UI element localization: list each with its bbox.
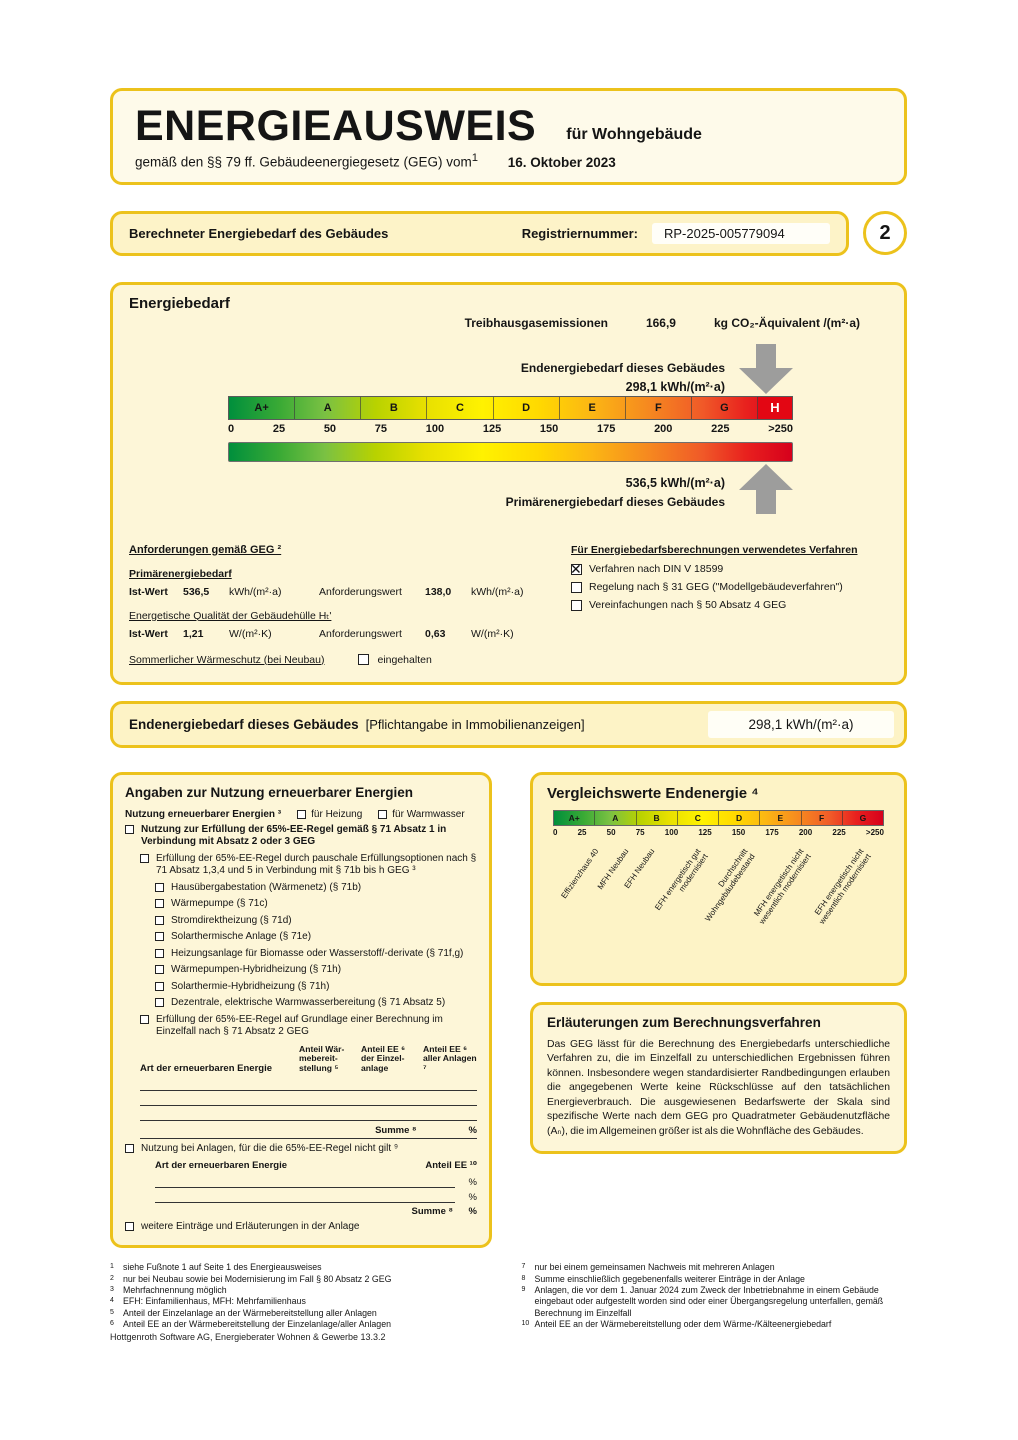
summer-heat-protection-label: Sommerlicher Wärmeschutz (bei Neubau) bbox=[129, 653, 325, 666]
method-heading: Für Energiebedarfsberechnungen verwendetes Verfahren bbox=[571, 543, 858, 556]
tick-label: 175 bbox=[765, 827, 779, 837]
col-waerme-label: Anteil Wär-mebereit-stellung ⁵ bbox=[299, 1043, 345, 1074]
hull-ist-value: 1,21 bbox=[183, 627, 204, 640]
einzelfall-checkbox[interactable] bbox=[140, 1015, 149, 1024]
renewables-usage-label: Nutzung erneuerbarer Energien ³ bbox=[125, 808, 282, 820]
tick-label: 0 bbox=[228, 422, 235, 435]
col-art-label: Art der erneuerbaren Energie bbox=[155, 1159, 287, 1171]
footnote bbox=[522, 1285, 908, 1319]
primary-energy-requirement-heading: Primärenergiebedarf bbox=[129, 567, 232, 580]
footnote bbox=[110, 1274, 496, 1285]
col-einzel-label: Anteil EE ⁶ der Einzel-anlage bbox=[361, 1043, 406, 1074]
comparison-label: Effizienzhaus 40 bbox=[559, 846, 601, 900]
footnote-text: nur bei Neubau sowie bei Modernisierung im Fall § 80 Absatz 2 GEG bbox=[123, 1273, 392, 1284]
footnote-text: Anteil EE an der Wärmebereitstellung der Einzelanlage/aller Anlagen bbox=[123, 1319, 391, 1330]
page-subtitle: für Wohngebäude bbox=[566, 126, 702, 143]
energy-class-segment: C bbox=[678, 811, 719, 825]
footnotes bbox=[110, 1262, 907, 1331]
comparison-label: EFH energetisch nicht wesentlich modernisiert bbox=[812, 846, 873, 926]
energy-class-segment: G bbox=[859, 812, 867, 823]
footnote-number: 1 bbox=[110, 1263, 114, 1271]
energy-scale bbox=[228, 344, 793, 514]
summe-label: Summe ⁸ bbox=[375, 1125, 417, 1137]
footnote-text: Summe einschließlich gegebenenfalls weiterer Einträge in der Anlage bbox=[534, 1273, 805, 1284]
ist-wert-label: Ist-Wert bbox=[129, 627, 168, 640]
table-blank-row bbox=[140, 1091, 477, 1106]
footnote bbox=[110, 1262, 496, 1273]
method-option-label: Verfahren nach DIN V 18599 bbox=[589, 562, 724, 575]
option-label: Solarthermische Anlage (§ 71e) bbox=[171, 931, 312, 942]
energiebedarf-section bbox=[110, 282, 907, 685]
method-vereinfachungen-checkbox[interactable] bbox=[571, 600, 582, 611]
energy-class-segment: A+ bbox=[229, 397, 295, 419]
option-label: Dezentrale, elektrische Warmwasserbereitung (§ 71 Absatz 5) bbox=[171, 997, 446, 1008]
table-blank-row bbox=[155, 1173, 455, 1188]
tick-label: 50 bbox=[323, 422, 337, 435]
requirements-heading: Anforderungen gemäß GEG ² bbox=[129, 543, 282, 556]
footnote-text: EFH: Einfamilienhaus, MFH: Mehrfamilienhaus bbox=[123, 1296, 306, 1307]
energiebedarf-title: Energiebedarf bbox=[129, 294, 230, 312]
comparison-label: MFH energetisch nicht wesentlich modernisiert bbox=[752, 846, 813, 926]
col-ee-label: Anteil EE ¹⁰ bbox=[425, 1159, 477, 1171]
energy-class-segment: F bbox=[626, 397, 692, 419]
header-box bbox=[110, 88, 907, 185]
tick-label: 150 bbox=[731, 827, 746, 837]
footnote bbox=[522, 1319, 908, 1330]
end-energy-value: 298,1 bbox=[625, 379, 657, 394]
footnote-text: Anlagen, die vor dem 1. Januar 2024 zum Zweck der Inbetriebnahme in einem Gebäude eingebaut oder aufgestellt worden sind oder einer Übergangsregelung unterfallen, gemäß Berechnung im Einzelfall bbox=[534, 1284, 884, 1318]
hot-water-label: für Warmwasser bbox=[392, 808, 465, 820]
ghg-emissions-row bbox=[129, 316, 886, 330]
option-label: Wärmepumpe (§ 71c) bbox=[171, 898, 268, 909]
table-blank-row bbox=[140, 1106, 477, 1121]
tick-label: 50 bbox=[606, 827, 616, 837]
hull-anf-unit: W/(m²·K) bbox=[471, 627, 514, 640]
tick-label: >250 bbox=[768, 422, 793, 435]
renewables-table2 bbox=[155, 1160, 477, 1217]
hull-anf-value: 0,63 bbox=[425, 627, 446, 640]
footnote bbox=[522, 1262, 908, 1273]
percent-label: % bbox=[468, 1125, 477, 1137]
primary-anf-value: 138,0 bbox=[425, 585, 452, 598]
summe-label: Summe ⁸ bbox=[411, 1205, 453, 1217]
primary-energy-gradient-bar bbox=[228, 442, 793, 462]
energy-class-segment: D bbox=[719, 811, 760, 825]
comparison-label: MFH Neubau bbox=[595, 846, 630, 891]
comparison-scale-bar bbox=[553, 810, 884, 826]
tick-label: 225 bbox=[832, 827, 846, 837]
footnote bbox=[110, 1285, 496, 1296]
footnote-number: 4 bbox=[110, 1297, 114, 1305]
einzelfall-label: Erfüllung der 65%-EE-Regel auf Grundlage einer Berechnung im Einzelfall nach § 71 Absatz 2 GEG bbox=[156, 1013, 443, 1037]
pauschal-options bbox=[155, 882, 477, 1010]
footnote bbox=[110, 1296, 496, 1307]
primary-ist-value: 536,5 bbox=[183, 585, 210, 598]
footnote-number: 9 bbox=[521, 1285, 526, 1293]
energy-class-segment: A bbox=[295, 397, 361, 419]
primary-anf-unit: kWh/(m²·a) bbox=[471, 585, 524, 598]
primary-ist-unit: kWh/(m²·a) bbox=[229, 585, 282, 598]
footnote-number: 7 bbox=[521, 1263, 526, 1271]
energy-class-segment: E bbox=[560, 397, 626, 419]
percent-label: % bbox=[468, 1191, 477, 1203]
energy-class-segment: B bbox=[361, 397, 427, 419]
weitere-checkbox[interactable] bbox=[125, 1222, 134, 1231]
energy-class-segment: C bbox=[427, 397, 493, 419]
st-hybrid-checkbox[interactable] bbox=[155, 982, 164, 991]
footnote-number: 8 bbox=[521, 1274, 526, 1282]
energy-class-segment: G bbox=[692, 397, 758, 419]
comparison-scale-ticks bbox=[553, 828, 884, 837]
arrow-down-icon bbox=[739, 344, 793, 394]
tick-label: 150 bbox=[539, 422, 559, 435]
table-blank-row bbox=[140, 1076, 477, 1091]
footnote-text: nur bei einem gemeinsamen Nachweis mit mehreren Anlagen bbox=[534, 1262, 775, 1273]
renewables-title: Angaben zur Nutzung erneuerbarer Energien bbox=[125, 784, 414, 800]
hausuebergabestation-checkbox[interactable] bbox=[155, 883, 164, 892]
percent-label: % bbox=[468, 1176, 477, 1188]
heating-checkbox[interactable] bbox=[297, 810, 306, 819]
comparison-labels bbox=[553, 845, 884, 979]
eingehalten-label: eingehalten bbox=[377, 653, 432, 666]
tick-label: 225 bbox=[711, 422, 730, 435]
calculated-demand-label: Berechneter Energiebedarf des Gebäudes bbox=[129, 225, 389, 241]
pflichtangabe-label: Endenergiebedarf dieses Gebäudes bbox=[129, 716, 359, 732]
percent-label: % bbox=[468, 1205, 477, 1217]
tick-label: 125 bbox=[698, 827, 712, 837]
law-date: 16. Oktober 2023 bbox=[507, 154, 616, 170]
col-alle-label: Anteil EE ⁶ aller Anlagen ⁷ bbox=[423, 1043, 477, 1074]
tick-label: 25 bbox=[577, 827, 587, 837]
hot-water-checkbox[interactable] bbox=[378, 810, 387, 819]
tick-label: 25 bbox=[272, 422, 286, 435]
footnote-text: Mehrfachnennung möglich bbox=[123, 1284, 227, 1295]
law-reference-line bbox=[135, 152, 882, 170]
stromdirektheizung-checkbox[interactable] bbox=[155, 916, 164, 925]
tick-label: 0 bbox=[553, 827, 558, 837]
dezentral-checkbox[interactable] bbox=[155, 998, 164, 1007]
method-option-label: Vereinfachungen nach § 50 Absatz 4 GEG bbox=[589, 598, 787, 611]
table-blank-row bbox=[155, 1188, 455, 1203]
vergleichswerte-section bbox=[530, 772, 907, 986]
ghg-unit: kg CO₂-Äquivalent /(m²·a) bbox=[713, 315, 860, 330]
comparison-label: Durchschnitt Wohngebäudebestand bbox=[703, 846, 757, 923]
option-label: Wärmepumpen-Hybridheizung (§ 71h) bbox=[171, 964, 342, 975]
footnote bbox=[110, 1319, 496, 1330]
tick-label: 200 bbox=[798, 827, 813, 837]
footnote-number: 6 bbox=[110, 1320, 114, 1328]
ghg-label: Treibhausgasemissionen bbox=[464, 315, 608, 330]
footnote-text: siehe Fußnote 1 auf Seite 1 des Energieausweises bbox=[123, 1262, 322, 1273]
erlaeuterungen-section bbox=[530, 1002, 907, 1155]
footnote-number: 10 bbox=[521, 1320, 530, 1328]
option-label: Solarthermie-Hybridheizung (§ 71h) bbox=[171, 980, 330, 992]
calculation-method bbox=[571, 544, 886, 666]
waermepumpe-checkbox[interactable] bbox=[155, 899, 164, 908]
footnote-number: 3 bbox=[110, 1285, 114, 1293]
energy-class-segment: A bbox=[595, 811, 636, 825]
primary-energy-unit: kWh/(m²·a) bbox=[660, 475, 725, 490]
ist-wert-label: Ist-Wert bbox=[129, 585, 168, 598]
ghg-value: 166,9 bbox=[645, 315, 676, 330]
scale-tick-labels bbox=[228, 423, 793, 435]
footnote-number: 5 bbox=[110, 1308, 114, 1316]
tick-label: 200 bbox=[654, 422, 673, 435]
energy-class-segment: A+ bbox=[554, 811, 595, 825]
end-energy-unit: kWh/(m²·a) bbox=[660, 379, 725, 394]
energy-class-segment: F bbox=[802, 811, 843, 825]
page-number-badge: 2 bbox=[863, 211, 907, 255]
footnote-text: Anteil der Einzelanlage an der Wärmebereitstellung aller Anlagen bbox=[123, 1307, 377, 1318]
vergleichswerte-title: Vergleichswerte Endenergie ⁴ bbox=[547, 784, 759, 802]
option-label: Stromdirektheizung (§ 71d) bbox=[171, 914, 292, 926]
energy-class-bar bbox=[228, 396, 793, 420]
tick-label: 75 bbox=[635, 827, 645, 837]
renewables-table-header bbox=[140, 1045, 477, 1075]
tick-label: 125 bbox=[482, 422, 502, 435]
nichtgilt-label: Nutzung bei Anlagen, für die die 65%-EE-Regel nicht gilt ⁹ bbox=[141, 1143, 399, 1155]
table-sum-row bbox=[140, 1125, 477, 1139]
hull-ist-unit: W/(m²·K) bbox=[229, 627, 272, 640]
weitere-label: weitere Einträge und Erläuterungen in der Anlage bbox=[141, 1220, 360, 1232]
erlaeuterungen-title: Erläuterungen zum Berechnungsverfahren bbox=[547, 1014, 821, 1030]
heating-label: für Heizung bbox=[311, 808, 363, 820]
geg-requirements bbox=[129, 544, 537, 666]
method-option-label: Regelung nach § 31 GEG ("Modellgebäudeverfahren") bbox=[589, 580, 843, 593]
registration-number-label: Registriernummer: bbox=[521, 225, 638, 241]
pflichtangabe-value: 298,1 kWh/(m²·a) bbox=[708, 711, 894, 738]
method-modellgebaeude-checkbox[interactable] bbox=[571, 582, 582, 593]
tick-label: 75 bbox=[374, 422, 388, 435]
envelope-quality-heading: Energetische Qualität der Gebäudehülle Hₜ' bbox=[129, 609, 332, 622]
tick-label: 175 bbox=[596, 422, 616, 435]
primary-energy-value: 536,5 bbox=[625, 475, 657, 490]
law-reference: gemäß den §§ 79 ff. Gebäudeenergiegesetz (GEG) vom bbox=[135, 154, 472, 170]
tick-label: >250 bbox=[865, 827, 884, 837]
pauschal-checkbox[interactable] bbox=[140, 854, 149, 863]
erlaeuterungen-body: Das GEG lässt für die Berechnung des Energiebedarfs unterschiedliche Verfahren zu, die im Einzelfall zu unterschiedlichen Ergebnissen führen können. Insbesondere wegen standardisierter Randbedingungen erlauben die angegebenen Werte keine Rückschlüsse auf den tatsächlichen Energieverbrauch. Die ausgewiesenen Bedarfswerte der Skala sind spezifische Werte nach dem GEG pro Quadratmeter Gebäudenutzfläche (Aₙ), die im Allgemeinen größer ist als die Wohnfläche des Gebäudes. bbox=[547, 1038, 890, 1137]
solarthermie-checkbox[interactable] bbox=[155, 932, 164, 941]
biomasse-checkbox[interactable] bbox=[155, 949, 164, 958]
registration-row bbox=[110, 211, 907, 256]
summer-heat-protection-checkbox[interactable] bbox=[358, 654, 369, 665]
comparison-label: EFH Neubau bbox=[622, 846, 657, 890]
registration-bar bbox=[110, 211, 849, 256]
comparison-label: EFH energetisch gut modernisiert bbox=[653, 846, 711, 912]
pflichtangabe-bar bbox=[110, 701, 907, 748]
page-title: ENERGIEAUSWEIS bbox=[135, 102, 537, 150]
software-credit: Hottgenroth Software AG, Energieberater Wohnen & Gewerbe 13.3.2 bbox=[110, 1332, 386, 1342]
footnote bbox=[522, 1274, 908, 1285]
option-label: Hausübergabestation (Wärmenetz) (§ 71b) bbox=[171, 881, 362, 893]
energy-class-segment: D bbox=[494, 397, 560, 419]
primary-energy-label: Primärenergiebedarf dieses Gebäudes bbox=[505, 494, 725, 509]
energy-class-indicator-h: H bbox=[758, 397, 792, 419]
energy-class-segment: B bbox=[637, 811, 678, 825]
rule65-checkbox[interactable] bbox=[125, 825, 134, 834]
renewables-section bbox=[110, 772, 492, 1249]
anforderungswert-label: Anforderungswert bbox=[319, 627, 402, 640]
wp-hybrid-checkbox[interactable] bbox=[155, 965, 164, 974]
end-energy-label: Endenergiebedarf dieses Gebäudes bbox=[520, 360, 725, 375]
energy-class-segment: E bbox=[760, 811, 801, 825]
registration-number-value: RP-2025-005779094 bbox=[652, 223, 830, 244]
tick-label: 100 bbox=[664, 827, 679, 837]
pflichtangabe-note: [Pflichtangabe in Immobilienanzeigen] bbox=[365, 716, 585, 732]
footnote-text: Anteil EE an der Wärmebereitstellung oder dem Wärme-/Kälteenergiebedarf bbox=[534, 1319, 832, 1330]
method-din18599-checkbox[interactable] bbox=[571, 564, 582, 575]
tick-label: 100 bbox=[425, 422, 445, 435]
rule65-label: Nutzung zur Erfüllung der 65%-EE-Regel gemäß § 71 Absatz 1 in Verbindung mit Absatz 2 oder 3 GEG bbox=[141, 823, 447, 847]
pauschal-label: Erfüllung der 65%-EE-Regel durch pauschale Erfüllungsoptionen nach § 71 Absatz 1,3,4 und 5 in Verbindung mit § 71b bis h GEG ³ bbox=[156, 852, 477, 876]
footnote-number: 2 bbox=[110, 1274, 114, 1282]
arrow-up-icon bbox=[739, 464, 793, 514]
law-footnote-ref: 1 bbox=[471, 152, 478, 164]
nichtgilt-checkbox[interactable] bbox=[125, 1144, 134, 1153]
option-label: Heizungsanlage für Biomasse oder Wasserstoff/-derivate (§ 71f,g) bbox=[171, 947, 464, 959]
anforderungswert-label: Anforderungswert bbox=[319, 585, 402, 598]
col-art-label: Art der erneuerbaren Energie bbox=[140, 1063, 272, 1075]
footnote bbox=[110, 1308, 496, 1319]
